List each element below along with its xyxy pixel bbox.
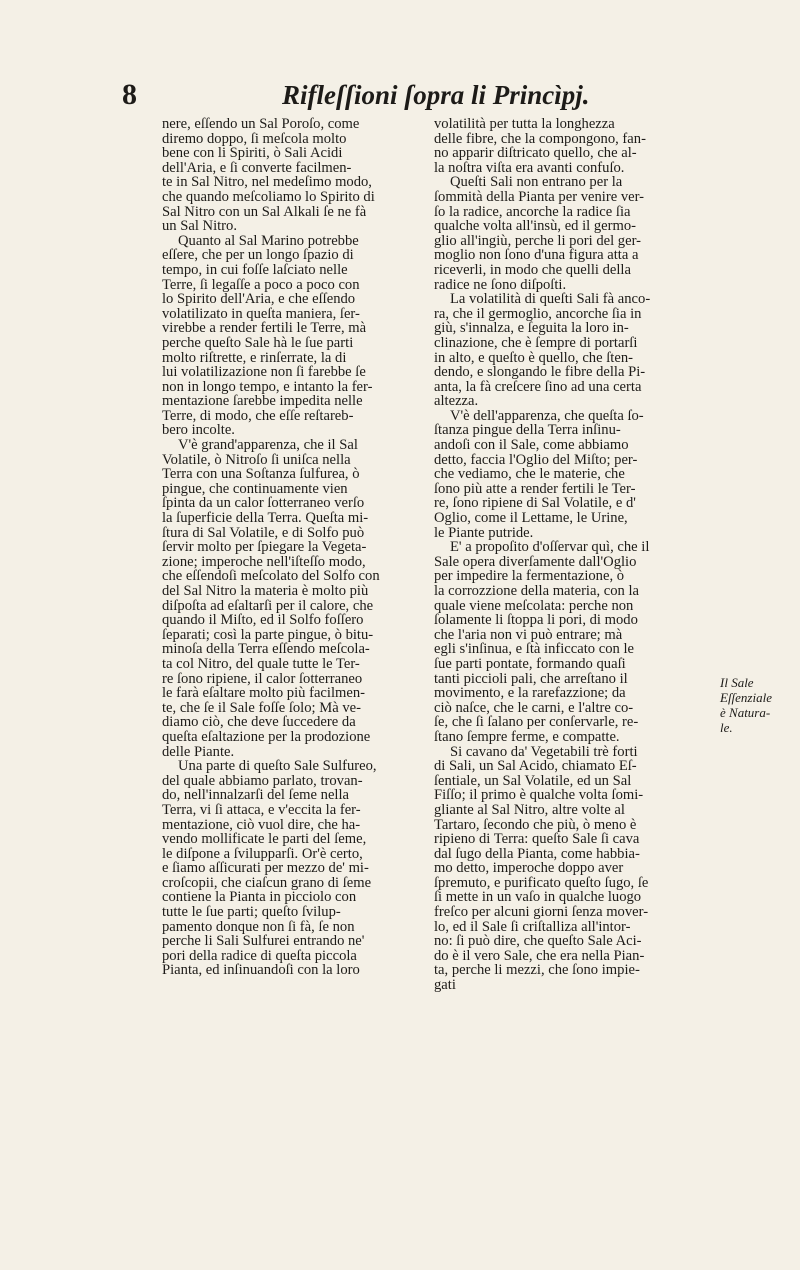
text-line: ſtano ſempre ferme, e compatte. xyxy=(434,729,620,745)
text-line: quando il Miſto, ed il Solfo foſſero xyxy=(162,613,364,628)
text-line: croſcopii, che ciaſcun grano di ſeme xyxy=(162,875,372,891)
text-line: egli s'inſinua, e ſtà inficcato con le xyxy=(434,642,634,657)
text-line: ſentiale, un Sal Volatile, ed un Sal xyxy=(434,773,632,789)
text-line: altezza. xyxy=(434,394,479,409)
text-line: ſono più atte a render fertili le Ter- xyxy=(434,481,636,497)
margin-note-line: Eſſenziale xyxy=(720,690,772,705)
text-line: no: ſi può dire, che queſto Sale Aci- xyxy=(434,934,642,949)
text-line: molto riſtrette, e rinſerrate, la di xyxy=(162,350,347,366)
text-line: Terre, ſi legaſſe a poco a poco con xyxy=(162,277,360,293)
text-line: La volatilità di queſti Sali fà anco- xyxy=(450,292,651,307)
text-line: movimento, e la rarefazzione; da xyxy=(434,686,626,701)
text-line: che eſſendoſi meſcolato del Solfo con xyxy=(162,569,380,584)
text-line: pori della radice di queſta piccola xyxy=(162,948,357,964)
text-line: tempo, in cui foſſe laſciato nelle xyxy=(162,262,348,278)
text-line: ripieno di Terra: queſto Sale ſi cava xyxy=(434,832,640,847)
text-line: te in Sal Nitro, nel medeſimo modo, xyxy=(162,175,372,190)
text-line: Sal Nitro con un Sal Alkali ſe ne fà xyxy=(162,204,367,220)
text-line: ſommità della Pianta per venire ver- xyxy=(434,189,645,205)
text-line: clinazione, che è ſempre di portarſi xyxy=(434,335,638,351)
text-line: tanti piccioli pali, che arreſtano il xyxy=(434,671,628,687)
text-line: le farà eſaltare molto più facilmen- xyxy=(162,686,365,701)
text-line: virebbe a render fertili le Terre, mà xyxy=(162,321,367,336)
text-line: moglio non ſono d'una figura atta a xyxy=(434,248,639,263)
text-line: in alto, e queſto è quello, che ſten- xyxy=(434,350,633,366)
margin-note-line: le. xyxy=(720,720,733,735)
text-line: qualche volta all'insù, ed il germo- xyxy=(434,219,637,234)
text-line: Oglio, come il Lettame, le Urine, xyxy=(434,511,628,526)
text-line: per impedire la fermentazione, ò xyxy=(434,569,625,584)
text-line: minoſa della Terra eſſendo meſcola- xyxy=(162,642,370,657)
text-line: re ſono ripiene, il calor ſotterraneo xyxy=(162,671,363,687)
text-line: no apparir diſtricato quello, che al- xyxy=(434,146,637,161)
text-line: diamo ciò, che deve ſuccedere da xyxy=(162,715,356,730)
text-line: ſe, che ſi ſalano per conſervarle, re- xyxy=(434,715,639,730)
text-line: Terra, vi ſi attaca, e v'eccita la fer- xyxy=(162,802,361,818)
text-line: radice ne ſono diſpoſti. xyxy=(434,277,567,293)
text-line: andoſi con il Sale, come abbiamo xyxy=(434,438,629,453)
text-line: dal ſugo della Pianta, come habbia- xyxy=(434,846,640,862)
text-line: lo Spirito dell'Aria, e che eſſendo xyxy=(162,292,356,307)
text-line: re, ſono ripiene di Sal Volatile, e d' xyxy=(434,496,636,512)
text-line: ſpremuto, e purificato queſto ſugo, ſe xyxy=(434,875,649,891)
text-line: diremo doppo, ſi meſcola molto xyxy=(162,131,347,147)
text-line: ta col Nitro, del quale tutte le Ter- xyxy=(162,656,360,672)
text-line: gliante al Sal Nitro, altre volte al xyxy=(434,802,625,818)
text-line: diſpoſta ad eſaltarſi per il calore, che xyxy=(162,598,374,614)
text-line: ſue parti pontate, formando quaſi xyxy=(434,656,626,672)
text-line: Si cavano da' Vegetabili trè forti xyxy=(450,744,638,760)
text-line: la noſtra viſta era avanti confuſo. xyxy=(434,160,625,176)
text-line: ſo la radice, ancorche la radice ſia xyxy=(434,204,631,220)
text-line: eſſere, che per un longo ſpazio di xyxy=(162,248,354,263)
text-line: Volatile, ò Nitroſo ſi uniſca nella xyxy=(162,452,351,468)
text-line: contiene la Pianta in picciolo con xyxy=(162,890,357,906)
text-line: gati xyxy=(434,978,456,993)
text-line: mo detto, imperoche doppo aver xyxy=(434,861,624,876)
text-line: do, nell'innalzarſi del ſeme nella xyxy=(162,788,350,803)
text-line: lui volatilizazione non ſi farebbe ſe xyxy=(162,365,366,380)
text-line: V'è dell'apparenza, che queſta ſo- xyxy=(450,408,644,424)
text-line: mentazione ſarebbe impedita nelle xyxy=(162,394,363,409)
text-line: la corrozzione della materia, con la xyxy=(434,584,640,599)
left-text-column xyxy=(162,117,428,978)
text-line: anta, la fà creſcere ſino ad una certa xyxy=(434,379,642,395)
text-line: ra, che il germoglio, ancorche ſia in xyxy=(434,306,642,322)
text-line: ſervir molto per ſpiegare la Vegeta- xyxy=(162,540,367,555)
text-line: Queſti Sali non entrano per la xyxy=(450,175,623,190)
text-line: ſeparati; così la parte pingue, ò bitu- xyxy=(162,627,374,643)
text-line: ciò naſce, che le carni, e l'altre co- xyxy=(434,700,634,716)
margin-note-line: è Natura- xyxy=(720,705,771,720)
text-line: che quando meſcoliamo lo Spirito di xyxy=(162,189,375,205)
text-line: tutte le ſue parti; queſto ſvilup- xyxy=(162,905,341,920)
text-line: Tartaro, ſecondo che più, ò meno è xyxy=(434,817,637,833)
text-line: Terra con una Soſtanza ſulfurea, ò xyxy=(162,467,360,482)
text-line: lo, ed il Sale ſi criſtalliza all'intor- xyxy=(434,919,631,935)
text-line: detto, faccia l'Oglio del Miſto; per- xyxy=(434,452,638,468)
text-line: queſta eſaltazione per la prodozione xyxy=(162,729,371,745)
text-line: Una parte di queſto Sale Sulfureo, xyxy=(178,759,377,774)
text-line: ſpinta da un calor ſotterraneo verſo xyxy=(162,496,365,512)
text-line: ſtanza pingue della Terra inſinu- xyxy=(434,423,621,439)
text-line: ſolamente li ſtoppa li pori, di modo xyxy=(434,613,638,628)
text-line: glio all'ingiù, perche li pori del ger- xyxy=(434,233,641,249)
text-line: perche queſto Sale hà le ſue parti xyxy=(162,335,354,351)
text-line: dendo, e slongando le fibre della Pi- xyxy=(434,365,646,380)
page-header xyxy=(122,80,722,120)
text-line: bene con li Spiriti, ò Sali Acidi xyxy=(162,146,343,161)
text-line: la ſuperficie della Terra. Queſta mi- xyxy=(162,511,369,526)
text-line: Fiſſo; il primo è qualche volta ſomi- xyxy=(434,788,644,803)
margin-note-line: Il Sale xyxy=(720,675,754,690)
text-line: del Sal Nitro la materia è molto più xyxy=(162,584,369,599)
text-line: e ſiamo aſſicurati per mezzo de' mi- xyxy=(162,861,369,876)
text-line: del quale abbiamo parlato, trovan- xyxy=(162,773,363,789)
text-line: perche li Sali Sulfurei entrando ne' xyxy=(162,934,365,949)
text-line: ta, perche li mezzi, che ſono impie- xyxy=(434,963,640,979)
text-line: quale viene meſcolata: perche non xyxy=(434,598,634,614)
text-line: Sale opera diverſamente dall'Oglio xyxy=(434,554,637,570)
text-line: Quanto al Sal Marino potrebbe xyxy=(178,233,359,249)
right-text-column xyxy=(434,117,718,993)
text-line: giù, s'innalza, e ſeguita la loro in- xyxy=(434,321,629,336)
text-line: volatilizato in queſta maniera, ſer- xyxy=(162,306,360,322)
text-line: te, che ſe il Sale foſſe ſolo; Mà ve- xyxy=(162,700,361,716)
text-line: Terre, di modo, che eſſe reſtareb- xyxy=(162,408,354,424)
text-line: dell'Aria, e ſi converte facilmen- xyxy=(162,160,352,176)
margin-note xyxy=(720,675,792,735)
text-line: vendo mollificate le parti del ſeme, xyxy=(162,832,367,847)
text-line: bero incolte. xyxy=(162,423,235,439)
text-line: Pianta, ed inſinuandoſi con la loro xyxy=(162,963,360,979)
text-line: E' a propoſito d'oſſervar quì, che il xyxy=(450,540,650,555)
text-line: riceverli, in modo che quelli della xyxy=(434,262,631,278)
text-line: V'è grand'apparenza, che il Sal xyxy=(178,438,358,453)
text-line: non in longo tempo, e intanto la fer- xyxy=(162,379,373,395)
text-line: di Sali, un Sal Acido, chiamato Eſ- xyxy=(434,759,637,774)
running-head: Rifleſſioni ſopra li Princìpj. xyxy=(282,80,590,110)
page-number: 8 xyxy=(122,78,137,111)
text-line: ſi mette in un vaſo in qualche luogo xyxy=(434,890,642,906)
text-line: pamento donque non ſi fà, ſe non xyxy=(162,919,355,935)
text-line: le Piante putride. xyxy=(434,525,534,541)
text-line: pingue, che continuamente vien xyxy=(162,481,348,497)
text-line: nere, eſſendo un Sal Poroſo, come xyxy=(162,117,360,132)
text-line: delle fibre, che la compongono, fan- xyxy=(434,131,646,147)
text-line: volatilità per tutta la longhezza xyxy=(434,117,615,132)
text-line: delle Piante. xyxy=(162,744,235,760)
text-line: le diſpone a ſvilupparſi. Or'è certo, xyxy=(162,846,363,862)
text-line: zione; imperoche nell'iſteſſo modo, xyxy=(162,554,366,570)
text-line: ſtura di Sal Volatile, e di Solfo può xyxy=(162,525,365,541)
text-line: che l'aria non vi può entrare; mà xyxy=(434,627,623,643)
text-line: mentazione, ciò vuol dire, che ha- xyxy=(162,817,361,833)
text-line: un Sal Nitro. xyxy=(162,219,237,234)
text-line: che vediamo, che le materie, che xyxy=(434,467,625,482)
text-line: do è il vero Sale, che era nella Pian- xyxy=(434,948,645,964)
text-line: freſco per alcuni giorni ſenza mover- xyxy=(434,905,649,920)
